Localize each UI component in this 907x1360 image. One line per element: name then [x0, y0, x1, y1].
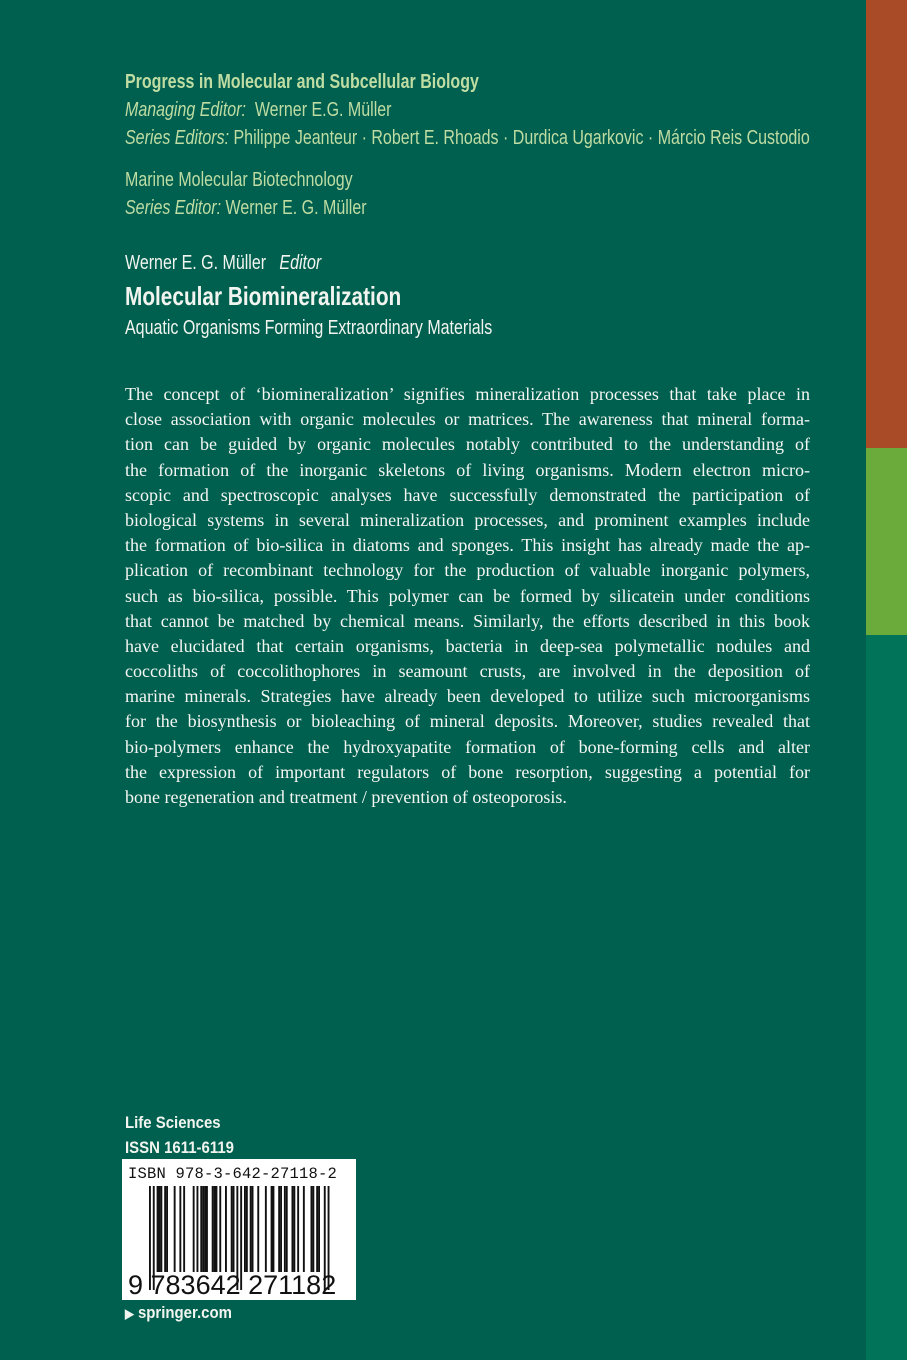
barcode-bar: [265, 1186, 267, 1272]
managing-editor: Werner E.G. Müller: [254, 99, 392, 121]
category-label: Life Sciences: [125, 1113, 221, 1132]
book-title: Molecular Biomineralization: [125, 281, 402, 311]
barcode-bar: [157, 1186, 159, 1272]
barcode-bar: [219, 1186, 221, 1272]
barcode-bar: [271, 1186, 273, 1272]
subseries-editor: Werner E. G. Müller: [225, 197, 367, 219]
blurb-line: marine minerals. Strategies have already been developed to utilize such microorganisms: [125, 686, 810, 707]
barcode-bar: [214, 1186, 216, 1272]
barcode-bar: [193, 1186, 195, 1272]
barcode-bar: [179, 1186, 181, 1272]
barcode-bar: [197, 1186, 199, 1272]
blurb-line: the expression of important regulators of bone resorption, suggesting a potential for: [125, 761, 810, 782]
blurb-line: biological systems in several mineralization processes, and prominent examples include: [125, 509, 810, 530]
blurb-line: scopic and spectroscopic analyses have successfully demonstrated the participation of: [125, 484, 810, 505]
managing-editor-label: Managing Editor:: [125, 99, 246, 121]
website-text: springer.com: [137, 1303, 232, 1322]
barcode-bar: [297, 1186, 299, 1272]
blurb-line: close association with organic molecules or matrices. The awareness that mineral forma-: [125, 409, 810, 430]
series-editors: Philippe Jeanteur · Robert E. Rhoads · Durdica Ugarkovic · Márcio Reis Custodio: [233, 127, 810, 149]
book-author: Werner E. G. Müller: [125, 252, 267, 274]
blurb-line: such as bio-silica, possible. This polymer can be formed by silicatein under conditions: [125, 585, 810, 606]
spine-stripe-teal: [866, 635, 907, 1360]
barcode-bar: [183, 1186, 185, 1272]
barcode-bar: [216, 1186, 218, 1272]
managing-editor-line: [125, 99, 391, 122]
barcode-bar: [280, 1186, 282, 1272]
series-editors-line: [125, 127, 810, 150]
barcode-bar: [174, 1186, 176, 1272]
barcode-bar: [244, 1186, 246, 1272]
blurb-line: tion can be guided by organic molecules notably contributed to the understanding of: [125, 434, 810, 455]
barcode-bar: [233, 1186, 235, 1272]
subseries-title: Marine Molecular Biotechnology: [125, 169, 353, 191]
barcode-digits: 9 783642 271182: [128, 1270, 337, 1300]
barcode-bar: [293, 1186, 295, 1272]
subseries-editor-line: [125, 197, 367, 220]
blurb-line: coccoliths of coccolithophores in seamount crusts, are involved in the deposition of: [125, 661, 810, 682]
isbn-text: ISBN 978-3-642-27118-2: [128, 1165, 338, 1183]
series-title: Progress in Molecular and Subcellular Biology: [125, 71, 479, 93]
arrow-right-icon: ▶: [125, 1306, 134, 1321]
barcode-bar: [202, 1186, 204, 1272]
blurb-line: have elucidated that certain organisms, bacteria in deep-sea polymetallic nodules and: [125, 635, 810, 656]
barcode-bar: [252, 1186, 254, 1272]
barcode-bar: [231, 1186, 233, 1272]
blurb-text: [125, 382, 810, 810]
barcode-bar: [164, 1186, 166, 1272]
barcode-bar: [206, 1186, 208, 1272]
series-editors-label: Series Editors:: [125, 127, 230, 149]
blurb-line: plication of recombinant technology for the production of valuable inorganic polymers,: [125, 560, 810, 581]
barcode-bar: [311, 1186, 313, 1272]
barcode-bar: [200, 1186, 202, 1272]
spine-stripe-green: [866, 448, 907, 635]
barcode-bar: [312, 1186, 314, 1272]
barcode-bar: [250, 1186, 252, 1272]
barcode-bar: [204, 1186, 206, 1272]
barcode-bar: [292, 1186, 294, 1272]
blurb-line: The concept of ‘biomineralization’ signifies mineralization processes that take place in: [125, 384, 810, 404]
blurb-line: the formation of bio-silica in diatoms and sponges. This insight has already made the ap-: [125, 535, 810, 556]
barcode-bar: [286, 1186, 288, 1272]
barcode-bar: [257, 1186, 259, 1272]
barcode-bar: [316, 1186, 318, 1272]
barcode-bar: [246, 1186, 248, 1272]
blurb-line: for the biosynthesis or bioleaching of mineral deposits. Moreover, studies revealed that: [125, 711, 810, 732]
blurb-line: that cannot be matched by chemical means. Similarly, the efforts described in this book: [125, 610, 810, 631]
blurb-line: the formation of the inorganic skeletons of living organisms. Modern electron micro-: [125, 459, 810, 480]
barcode-bar: [278, 1186, 280, 1272]
barcode-bar: [160, 1186, 162, 1272]
barcode-bar: [273, 1186, 275, 1272]
isbn-barcode: [122, 1159, 356, 1300]
author-role: Editor: [279, 252, 322, 274]
blurb-line: bone regeneration and treatment / prevention of osteoporosis.: [125, 787, 567, 807]
blurb-line: bio-polymers enhance the hydroxyapatite formation of bone-forming cells and alter: [125, 736, 810, 757]
author-line: [125, 252, 321, 275]
subseries-editor-label: Series Editor:: [125, 197, 222, 219]
issn-label: ISSN 1611-6119: [125, 1138, 234, 1157]
barcode-bar: [303, 1186, 305, 1272]
barcode-bar: [318, 1186, 320, 1272]
barcode-bar: [159, 1186, 161, 1272]
barcode-bar: [225, 1186, 227, 1272]
barcode-bar: [284, 1186, 286, 1272]
barcode-bar: [212, 1186, 214, 1272]
spine-stripe-orange: [866, 0, 907, 448]
website-link[interactable]: [125, 1303, 232, 1323]
barcode-bar: [166, 1186, 168, 1272]
book-subtitle: Aquatic Organisms Forming Extraordinary Materials: [125, 317, 493, 339]
